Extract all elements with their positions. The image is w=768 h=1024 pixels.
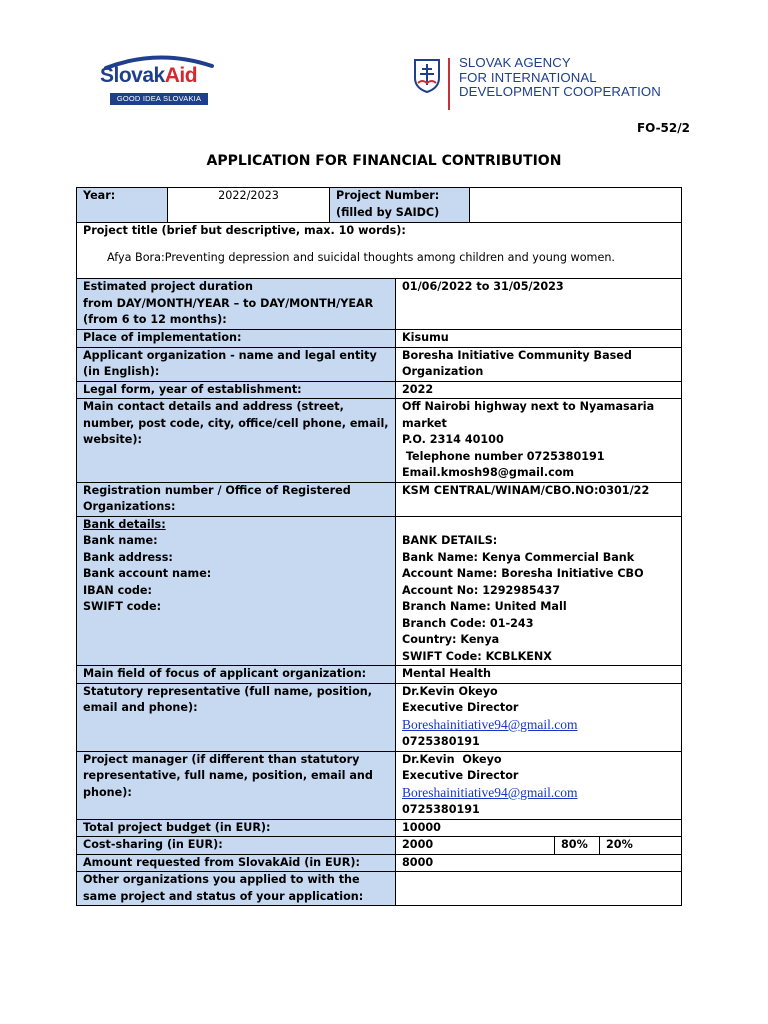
project-title-value: Afya Bora:Preventing depression and suicidal thoughts among children and young women. [107, 250, 615, 264]
statutory-label: Statutory representative (full name, position, email and phone): [77, 683, 396, 751]
agency-name [459, 56, 661, 100]
row-manager [77, 751, 682, 819]
agency-name-line: DEVELOPMENT COOPERATION [459, 84, 661, 99]
registration-value[interactable]: KSM CENTRAL/WINAM/CBO.NO:0301/22 [396, 482, 682, 516]
slovak-cross-emblem-icon [412, 58, 442, 94]
cost-sharing-label: Cost-sharing (in EUR): [77, 837, 396, 855]
project-number-value[interactable] [470, 188, 682, 223]
focus-label: Main field of focus of applicant organization: [77, 666, 396, 684]
row-place [77, 330, 682, 348]
year-label: Year: [77, 188, 168, 223]
row-focus [77, 666, 682, 684]
bank-label: Bank details: Bank name: Bank address: Bank account name: IBAN code: SWIFT code: [77, 516, 396, 666]
row-bank [77, 516, 682, 666]
duration-value[interactable]: 01/06/2022 to 31/05/2023 [396, 279, 682, 330]
row-statutory [77, 683, 682, 751]
contact-value[interactable]: Off Nairobi highway next to Nyamasaria market P.O. 2314 40100 Telephone number 0725380191 Email.kmosh98@gmail.com [396, 399, 682, 483]
row-duration [77, 279, 682, 330]
focus-value[interactable]: Mental Health [396, 666, 682, 684]
cost-sharing-percent-a[interactable]: 80% [555, 837, 600, 855]
contact-label: Main contact details and address (street, number, post code, city, office/cell phone, email, website): [77, 399, 396, 483]
budget-value[interactable]: 10000 [396, 819, 682, 837]
cost-sharing-value[interactable]: 2000 [396, 837, 555, 855]
row-year [77, 188, 682, 223]
budget-label: Total project budget (in EUR): [77, 819, 396, 837]
slovakaid-wordmark: SlovakAid [100, 64, 198, 87]
project-title-label: Project title (brief but descriptive, max. 10 words): [83, 224, 406, 237]
row-contact [77, 399, 682, 483]
project-title-cell[interactable] [77, 223, 682, 279]
applicant-value[interactable]: Boresha Initiative Community Based Organization [396, 347, 682, 381]
registration-label: Registration number / Office of Registered Organizations: [77, 482, 396, 516]
requested-label: Amount requested from SlovakAid (in EUR): [77, 854, 396, 872]
bank-value[interactable]: BANK DETAILS: Bank Name: Kenya Commercial Bank Account Name: Boresha Initiative CBO Account No: 1292985437 Branch Name: United Mall Branch Code: 01-243 Country: Kenya SWIFT Code: KCBLKENX [396, 516, 682, 666]
statutory-value[interactable]: Dr.Kevin Okeyo Executive Director Boreshainitiative94@gmail.com 0725380191 [396, 683, 682, 751]
other-organizations-value[interactable] [396, 872, 682, 906]
document-title: APPLICATION FOR FINANCIAL CONTRIBUTION [206, 153, 562, 169]
slovakaid-tagline: GOOD IDEA SLOVAKIA [110, 93, 208, 105]
applicant-label: Applicant organization - name and legal entity (in English): [77, 347, 396, 381]
statutory-email-link[interactable]: Boreshainitiative94@gmail.com [402, 716, 578, 732]
row-registration [77, 482, 682, 516]
place-value[interactable]: Kisumu [396, 330, 682, 348]
row-applicant [77, 347, 682, 381]
agency-name-line: SLOVAK AGENCY [459, 55, 571, 70]
agency-name-line: FOR INTERNATIONAL [459, 69, 597, 85]
form-code: FO-52/2 [636, 121, 690, 135]
application-form-table [76, 187, 682, 906]
slovakaid-logo [100, 54, 220, 110]
slovak-agency-logo [412, 56, 662, 116]
legal-form-label: Legal form, year of establishment: [77, 381, 396, 399]
place-label: Place of implementation: [77, 330, 396, 348]
row-cost-sharing [77, 837, 682, 855]
agency-divider [448, 58, 450, 110]
duration-label: Estimated project duration from DAY/MONTH/YEAR – to DAY/MONTH/YEAR (from 6 to 12 months): [77, 279, 396, 330]
row-project-title [77, 223, 682, 279]
row-budget [77, 819, 682, 837]
other-organizations-label: Other organizations you applied to with the same project and status of your application: [77, 872, 396, 906]
year-value[interactable]: 2022/2023 [168, 188, 330, 223]
cost-sharing-percent-b[interactable]: 20% [600, 837, 682, 855]
manager-email-link[interactable]: Boreshainitiative94@gmail.com [402, 784, 578, 800]
project-number-label: Project Number: (filled by SAIDC) [330, 188, 470, 223]
legal-form-value[interactable]: 2022 [396, 381, 682, 399]
manager-label: Project manager (if different than statutory representative, full name, position, email and phone): [77, 751, 396, 819]
row-requested [77, 854, 682, 872]
row-other-organizations [77, 872, 682, 906]
row-legal-form [77, 381, 682, 399]
requested-value[interactable]: 8000 [396, 854, 682, 872]
manager-value[interactable]: Dr.Kevin Okeyo Executive Director Boreshainitiative94@gmail.com 0725380191 [396, 751, 682, 819]
